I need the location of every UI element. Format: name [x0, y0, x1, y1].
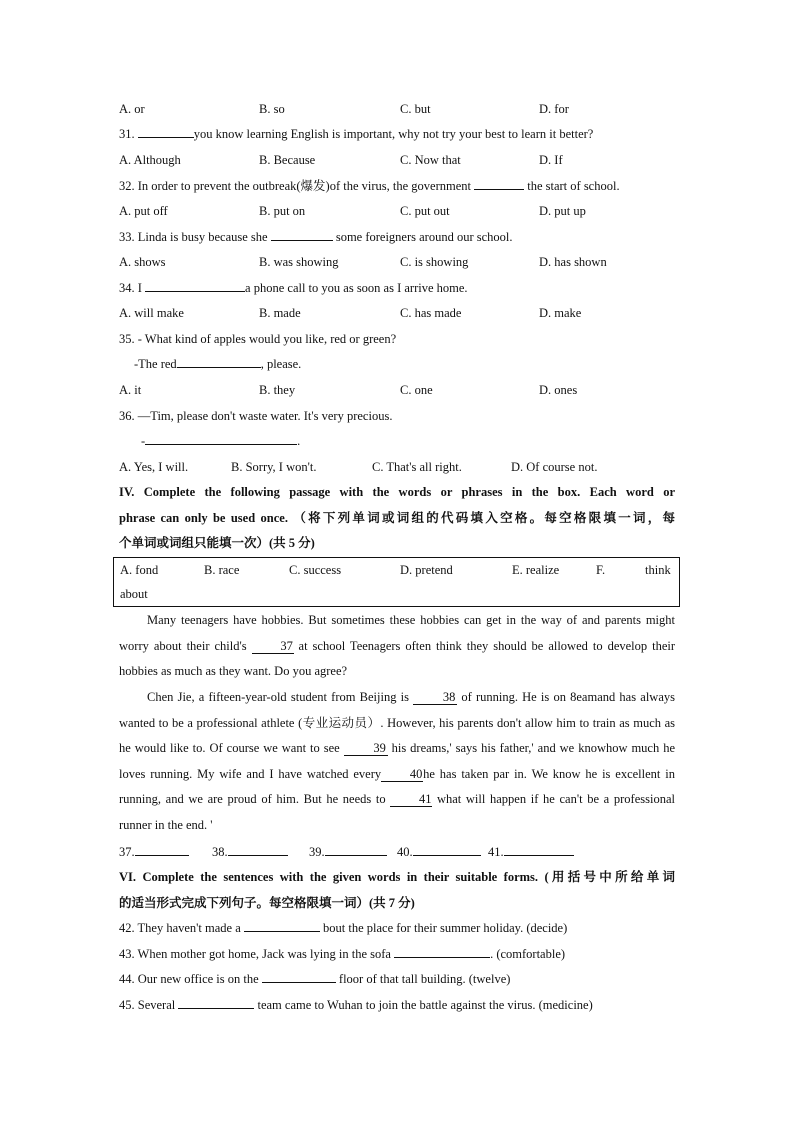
q30-options	[119, 100, 675, 118]
blank-37: 37	[252, 639, 294, 654]
q35-option-c: C. one	[400, 383, 433, 397]
q35-options	[119, 381, 675, 399]
q33-option-c: C. is showing	[400, 255, 469, 269]
word-box-f: F.	[596, 563, 606, 577]
q43-text-post: . (comfortable)	[490, 947, 566, 961]
word-box-e: E. realize	[512, 563, 560, 577]
q35-text-post: , please.	[260, 357, 302, 371]
q31-option-a: A. Although	[119, 153, 181, 167]
q36-reply	[141, 432, 300, 450]
answer-39-label: 39.	[309, 845, 325, 859]
q36-text-pre: -	[141, 434, 146, 448]
blank-38: 38	[413, 690, 457, 705]
passage-paragraph-1	[119, 608, 675, 685]
answer-41-blank	[504, 843, 574, 856]
q32-blank	[474, 177, 524, 190]
q36-option-b: B. Sorry, I won't.	[231, 460, 317, 474]
section4-heading-line3: 个单词或词组只能填一次）(共 5 分)	[119, 536, 315, 550]
paragraph-2-text-d: he has taken par in. We know he is excellent in running, and we are proud of him. But he needs to	[119, 766, 675, 807]
q33-stem	[119, 228, 513, 246]
answer-37	[119, 843, 135, 861]
q45	[119, 996, 593, 1014]
q33-text-pre: 33. Linda is busy because she	[119, 230, 268, 244]
word-box-d: D. pretend	[400, 563, 453, 577]
q32-option-c: C. put out	[400, 204, 450, 218]
q35-text-pre: -The red	[134, 357, 177, 371]
answer-38-blank	[228, 843, 288, 856]
q32-option-a: A. put off	[119, 204, 168, 218]
q34-blank	[145, 279, 245, 292]
q34-option-d: D. make	[539, 306, 582, 320]
answer-40-blank	[413, 843, 481, 856]
q32-option-b: B. put on	[259, 204, 306, 218]
answer-38-label: 38.	[212, 845, 228, 859]
answer-37-blank	[135, 843, 189, 856]
q45-text-post: team came to Wuhan to join the battle against the virus. (medicine)	[257, 998, 593, 1012]
paragraph-1-text-b: at school Teenagers often think they should be allowed to develop their hobbies as much as they want. Do you agree?	[119, 638, 676, 679]
q32-stem	[119, 177, 620, 195]
q36-option-d: D. Of course not.	[511, 460, 598, 474]
section6-heading-line1: VI. Complete the sentences with the given words in their suitable forms. (用括号中所给单词	[119, 870, 675, 884]
q31-option-c: C. Now that	[400, 153, 461, 167]
answer-40	[397, 843, 413, 861]
q35-option-b: B. they	[259, 383, 296, 397]
paragraph-2-text-b: of running. He is on 8eamand has always wanted to be a professional athlete (专业运动员）. However, his parents don't allow him to train as much as he would like to. Of course we want to see	[119, 690, 675, 756]
q36-option-c: C. That's all right.	[372, 460, 462, 474]
blank-40: 40	[381, 767, 423, 782]
q34-option-b: B. made	[259, 306, 301, 320]
q34-text-pre: 34. I	[119, 281, 142, 295]
q34-text-post: a phone call to you as soon as I arrive home.	[245, 281, 468, 295]
paragraph-2-text-e: what will happen if he can't be a professional runner in the end. '	[119, 792, 675, 832]
answer-line	[119, 843, 675, 861]
answer-39-blank	[325, 843, 387, 856]
q44-blank	[262, 970, 336, 983]
answer-37-label: 37.	[119, 845, 135, 859]
answer-41	[488, 843, 504, 861]
q36-stem: 36. —Tim, please don't waste water. It's very precious.	[119, 409, 393, 423]
q31-number: 31.	[119, 127, 135, 141]
answer-40-label: 40.	[397, 845, 413, 859]
q31-option-b: B. Because	[259, 153, 316, 167]
word-box-c: C. success	[289, 563, 342, 577]
blank-39: 39	[344, 741, 388, 756]
q42	[119, 919, 567, 937]
q43-blank	[394, 945, 490, 958]
q35-option-d: D. ones	[539, 383, 578, 397]
q33-option-b: B. was showing	[259, 255, 339, 269]
q35-stem: 35. - What kind of apples would you like, red or green?	[119, 332, 397, 346]
q44-text-pre: 44. Our new office is on the	[119, 972, 259, 986]
q31-stem	[119, 125, 593, 143]
paragraph-2-text-c: his dreams,' says his father,' and we knowhow much he loves running. My wife and I have watched every	[119, 741, 675, 781]
q31-option-d: D. If	[539, 153, 563, 167]
q33-option-a: A. shows	[119, 255, 166, 269]
q30-option-c: C. but	[400, 102, 431, 116]
q45-text-pre: 45. Several	[119, 998, 176, 1012]
word-box-a: A. fond	[120, 563, 159, 577]
word-box-f-word2: about	[120, 587, 148, 601]
word-box-b: B. race	[204, 563, 240, 577]
q36-text-post: .	[297, 434, 301, 448]
q44-text-post: floor of that tall building. (twelve)	[338, 972, 511, 986]
q43-text-pre: 43. When mother got home, Jack was lying in the sofa	[119, 947, 391, 961]
word-box-f-word1: think	[645, 563, 671, 577]
q34-option-c: C. has made	[400, 306, 462, 320]
q30-option-a: A. or	[119, 102, 145, 116]
q34-options	[119, 304, 675, 322]
q32-text-pre: 32. In order to prevent the outbreak(爆发)of the virus, the government	[119, 179, 471, 193]
q36-options	[119, 458, 675, 476]
q35-reply	[134, 355, 301, 373]
q42-text-pre: 42. They haven't made a	[119, 921, 241, 935]
q33-blank	[271, 228, 333, 241]
q34-option-a: A. will make	[119, 306, 184, 320]
blank-41: 41	[390, 792, 432, 807]
word-box	[113, 557, 680, 607]
q36-blank	[145, 432, 297, 445]
q33-option-d: D. has shown	[539, 255, 607, 269]
paragraph-1-text-a: Many teenagers have hobbies. But sometimes these hobbies can get in the way of and parents might worry about their child's	[119, 613, 675, 653]
q31-blank	[138, 125, 194, 138]
q32-text-post: the start of school.	[527, 179, 620, 193]
q34-stem	[119, 279, 468, 297]
q45-blank	[178, 996, 254, 1009]
q32-options	[119, 202, 675, 220]
q42-text-post: bout the place for their summer holiday. (decide)	[323, 921, 568, 935]
answer-39	[309, 843, 325, 861]
q44	[119, 970, 510, 988]
q42-blank	[244, 919, 320, 932]
q43	[119, 945, 565, 963]
passage-paragraph-2	[119, 685, 675, 839]
q30-option-d: D. for	[539, 102, 569, 116]
answer-41-label: 41.	[488, 845, 504, 859]
q35-option-a: A. it	[119, 383, 142, 397]
q32-option-d: D. put up	[539, 204, 586, 218]
q35-blank	[177, 355, 261, 368]
paragraph-2-text-a: Chen Jie, a fifteen-year-old student from Beijing is	[147, 690, 409, 704]
section4-heading-line2: phrase can only be used once. （将下列单词或词组的代码填入空格。每空格限填一词，每	[119, 511, 675, 525]
section4-heading-line1: IV. Complete the following passage with the words or phrases in the box. Each word or	[119, 485, 675, 499]
q30-option-b: B. so	[259, 102, 285, 116]
q31-text: you know learning English is important, why not try your best to learn it better?	[193, 127, 594, 141]
answer-38	[212, 843, 228, 861]
q36-option-a: A. Yes, I will.	[119, 460, 189, 474]
q33-options	[119, 253, 675, 271]
q31-options	[119, 151, 675, 169]
q33-text-post: some foreigners around our school.	[335, 230, 513, 244]
section6-heading-line2: 的适当形式完成下列句子。每空格限填一词）(共 7 分)	[119, 896, 415, 910]
